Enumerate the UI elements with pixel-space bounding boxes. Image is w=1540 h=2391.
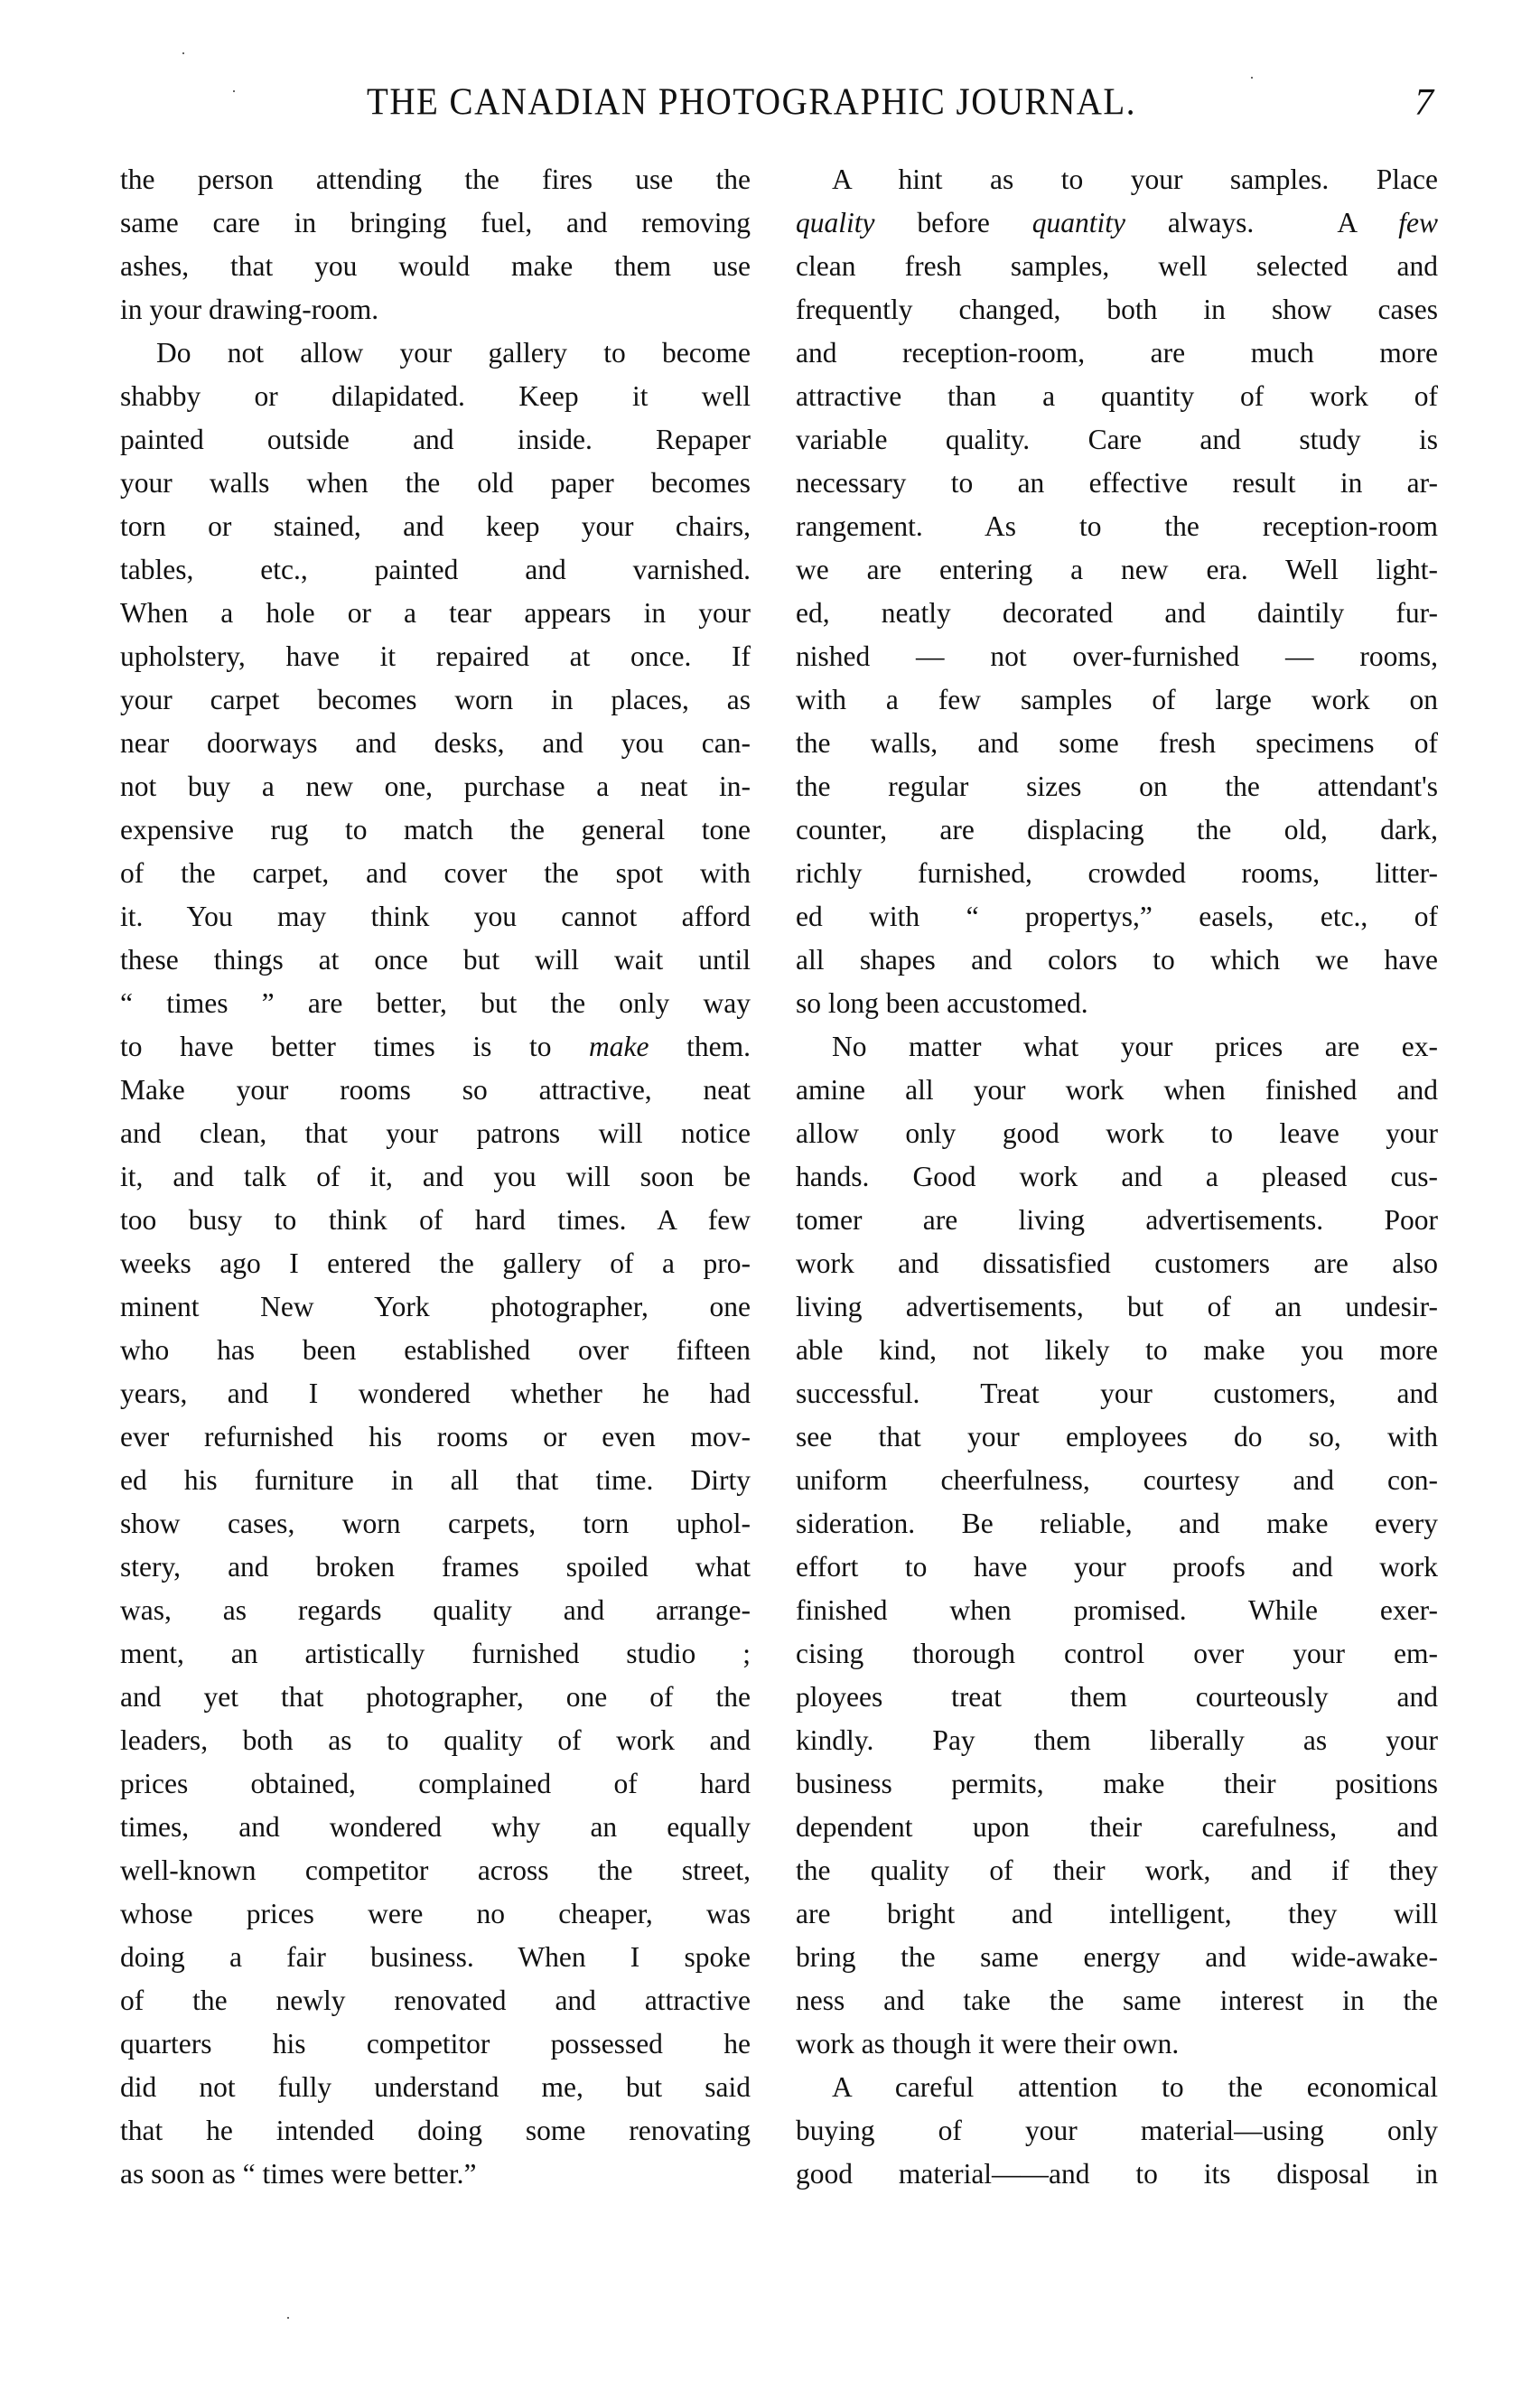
scan-speck: [287, 2317, 289, 2319]
text-line: ployees treat them courteously and: [796, 1681, 1438, 1713]
text-line: did not fully understand me, but said: [120, 2071, 751, 2103]
text-line: ashes, that you would make them use: [120, 250, 751, 282]
text-line: as soon as “ times were better.”: [120, 2158, 477, 2190]
text-line: business permits, make their positions: [796, 1768, 1438, 1799]
text-line: sideration. Be reliable, and make every: [796, 1508, 1438, 1539]
running-header: THE CANADIAN PHOTOGRAPHIC JOURNAL.: [367, 80, 1136, 124]
text-line: expensive rug to match the general tone: [120, 814, 751, 845]
text-line: in your drawing-room.: [120, 294, 379, 325]
text-line: and yet that photographer, one of the: [120, 1681, 751, 1713]
text-line: these things at once but will wait until: [120, 944, 751, 976]
italic-emphasis: quantity: [1031, 207, 1125, 238]
italic-emphasis: quality: [796, 207, 875, 238]
text-line: bring the same energy and wide-awake-: [796, 1941, 1438, 1973]
text-line: whose prices were no cheaper, was: [120, 1898, 751, 1929]
text-line: Do not allow your gallery to become: [156, 337, 751, 369]
text-line: ment, an artistically furnished studio ;: [120, 1638, 751, 1669]
text-line: so long been accustomed.: [796, 987, 1088, 1019]
text-line: that he intended doing some renovating: [120, 2115, 751, 2146]
text-line: it, and talk of it, and you will soon be: [120, 1161, 751, 1192]
text-run: to have better times is to: [120, 1031, 590, 1062]
text-line: tables, etc., painted and varnished.: [120, 554, 751, 585]
text-line: [120, 1025, 751, 1069]
text-line: show cases, worn carpets, torn uphol-: [120, 1508, 751, 1539]
text-line: all shapes and colors to which we have: [796, 944, 1438, 976]
text-line: with a few samples of large work on: [796, 684, 1438, 715]
text-line: stery, and broken frames spoiled what: [120, 1551, 751, 1583]
text-line: work and dissatisfied customers are also: [796, 1247, 1438, 1279]
text-line: clean fresh samples, well selected and: [796, 250, 1438, 282]
text-line: it. You may think you cannot afford: [120, 901, 751, 932]
scan-speck: [182, 52, 184, 54]
text-line: No matter what your prices are ex-: [832, 1031, 1438, 1062]
text-line: tomer are living advertisements. Poor: [796, 1204, 1438, 1236]
text-line: finished when promised. While exer-: [796, 1594, 1438, 1626]
text-line: work as though it were their own.: [796, 2028, 1180, 2059]
text-line: allow only good work to leave your: [796, 1117, 1438, 1149]
text-line: near doorways and desks, and you can-: [120, 727, 751, 759]
text-line: prices obtained, complained of hard: [120, 1768, 751, 1799]
text-line: and reception-room, are much more: [796, 337, 1438, 369]
text-line: A hint as to your samples. Place: [832, 163, 1438, 195]
text-line: not buy a new one, purchase a neat in-: [120, 771, 751, 802]
text-line: who has been established over fifteen: [120, 1334, 751, 1366]
text-line: of the carpet, and cover the spot with: [120, 857, 751, 889]
text-line: upholstery, have it repaired at once. If: [120, 640, 751, 672]
text-line: successful. Treat your customers, and: [796, 1378, 1438, 1409]
text-line: shabby or dilapidated. Keep it well: [120, 380, 751, 412]
text-line: good material——and to its disposal in: [796, 2158, 1438, 2190]
text-line: “ times ” are better, but the only way: [120, 987, 751, 1019]
text-line: When a hole or a tear appears in your: [120, 597, 751, 629]
text-line: same care in bringing fuel, and removing: [120, 207, 751, 238]
text-line: the quality of their work, and if they: [796, 1854, 1438, 1886]
text-line: times, and wondered why an equally: [120, 1811, 751, 1843]
text-line: attractive than a quantity of work of: [796, 380, 1438, 412]
text-line: able kind, not likely to make you more: [796, 1334, 1438, 1366]
text-line: counter, are displacing the old, dark,: [796, 814, 1438, 845]
text-line: amine all your work when finished and: [796, 1074, 1438, 1106]
text-line: richly furnished, crowded rooms, litter-: [796, 857, 1438, 889]
scan-speck: [233, 90, 235, 92]
text-line: effort to have your proofs and work: [796, 1551, 1438, 1583]
text-line: kindly. Pay them liberally as your: [796, 1724, 1438, 1756]
text-line: ed with “ propertys,” easels, etc., of: [796, 901, 1438, 932]
text-line: uniform cheerfulness, courtesy and con-: [796, 1464, 1438, 1496]
text-line: hands. Good work and a pleased cus-: [796, 1161, 1438, 1192]
text-line: ed his furniture in all that time. Dirty: [120, 1464, 751, 1496]
text-run: them.: [649, 1031, 751, 1062]
text-line: doing a fair business. When I spoke: [120, 1941, 751, 1973]
text-line: your walls when the old paper becomes: [120, 467, 751, 499]
text-line: minent New York photographer, one: [120, 1291, 751, 1322]
text-line: [796, 201, 1438, 245]
italic-emphasis: make: [589, 1031, 649, 1062]
text-line: nished — not over-furnished — rooms,: [796, 640, 1438, 672]
left-column: [120, 158, 751, 2196]
text-line: ness and take the same interest in the: [796, 1985, 1438, 2016]
text-line: rangement. As to the reception-room: [796, 510, 1438, 542]
text-line: ever refurnished his rooms or even mov-: [120, 1421, 751, 1452]
text-line: the person attending the fires use the: [120, 163, 751, 195]
scan-speck: [1251, 77, 1253, 79]
text-line: buying of your material—using only: [796, 2115, 1438, 2146]
text-line: living advertisements, but of an undesir-: [796, 1291, 1438, 1322]
text-line: see that your employees do so, with: [796, 1421, 1438, 1452]
text-line: Make your rooms so attractive, neat: [120, 1074, 751, 1106]
text-line: too busy to think of hard times. A few: [120, 1204, 751, 1236]
text-line: your carpet becomes worn in places, as: [120, 684, 751, 715]
text-line: the walls, and some fresh specimens of: [796, 727, 1438, 759]
text-line: frequently changed, both in show cases: [796, 294, 1438, 325]
text-line: variable quality. Care and study is: [796, 424, 1438, 455]
text-run: always. A: [1125, 207, 1399, 238]
text-line: of the newly renovated and attractive: [120, 1985, 751, 2016]
right-column: [796, 158, 1438, 2196]
text-line: and clean, that your patrons will notice: [120, 1117, 751, 1149]
italic-emphasis: few: [1398, 207, 1438, 238]
text-line: leaders, both as to quality of work and: [120, 1724, 751, 1756]
page-number: 7: [1414, 82, 1433, 124]
text-line: painted outside and inside. Repaper: [120, 424, 751, 455]
text-line: necessary to an effective result in ar-: [796, 467, 1438, 499]
text-line: years, and I wondered whether he had: [120, 1378, 751, 1409]
text-line: torn or stained, and keep your chairs,: [120, 510, 751, 542]
text-line: we are entering a new era. Well light-: [796, 554, 1438, 585]
text-line: A careful attention to the economical: [832, 2071, 1438, 2103]
text-line: are bright and intelligent, they will: [796, 1898, 1438, 1929]
text-line: quarters his competitor possessed he: [120, 2028, 751, 2059]
text-line: cising thorough control over your em-: [796, 1638, 1438, 1669]
text-line: dependent upon their carefulness, and: [796, 1811, 1438, 1843]
text-line: ed, neatly decorated and daintily fur-: [796, 597, 1438, 629]
text-run: before: [874, 207, 1032, 238]
text-line: was, as regards quality and arrange-: [120, 1594, 751, 1626]
text-line: the regular sizes on the attendant's: [796, 771, 1438, 802]
text-line: well-known competitor across the street,: [120, 1854, 751, 1886]
text-line: weeks ago I entered the gallery of a pro-: [120, 1247, 751, 1279]
